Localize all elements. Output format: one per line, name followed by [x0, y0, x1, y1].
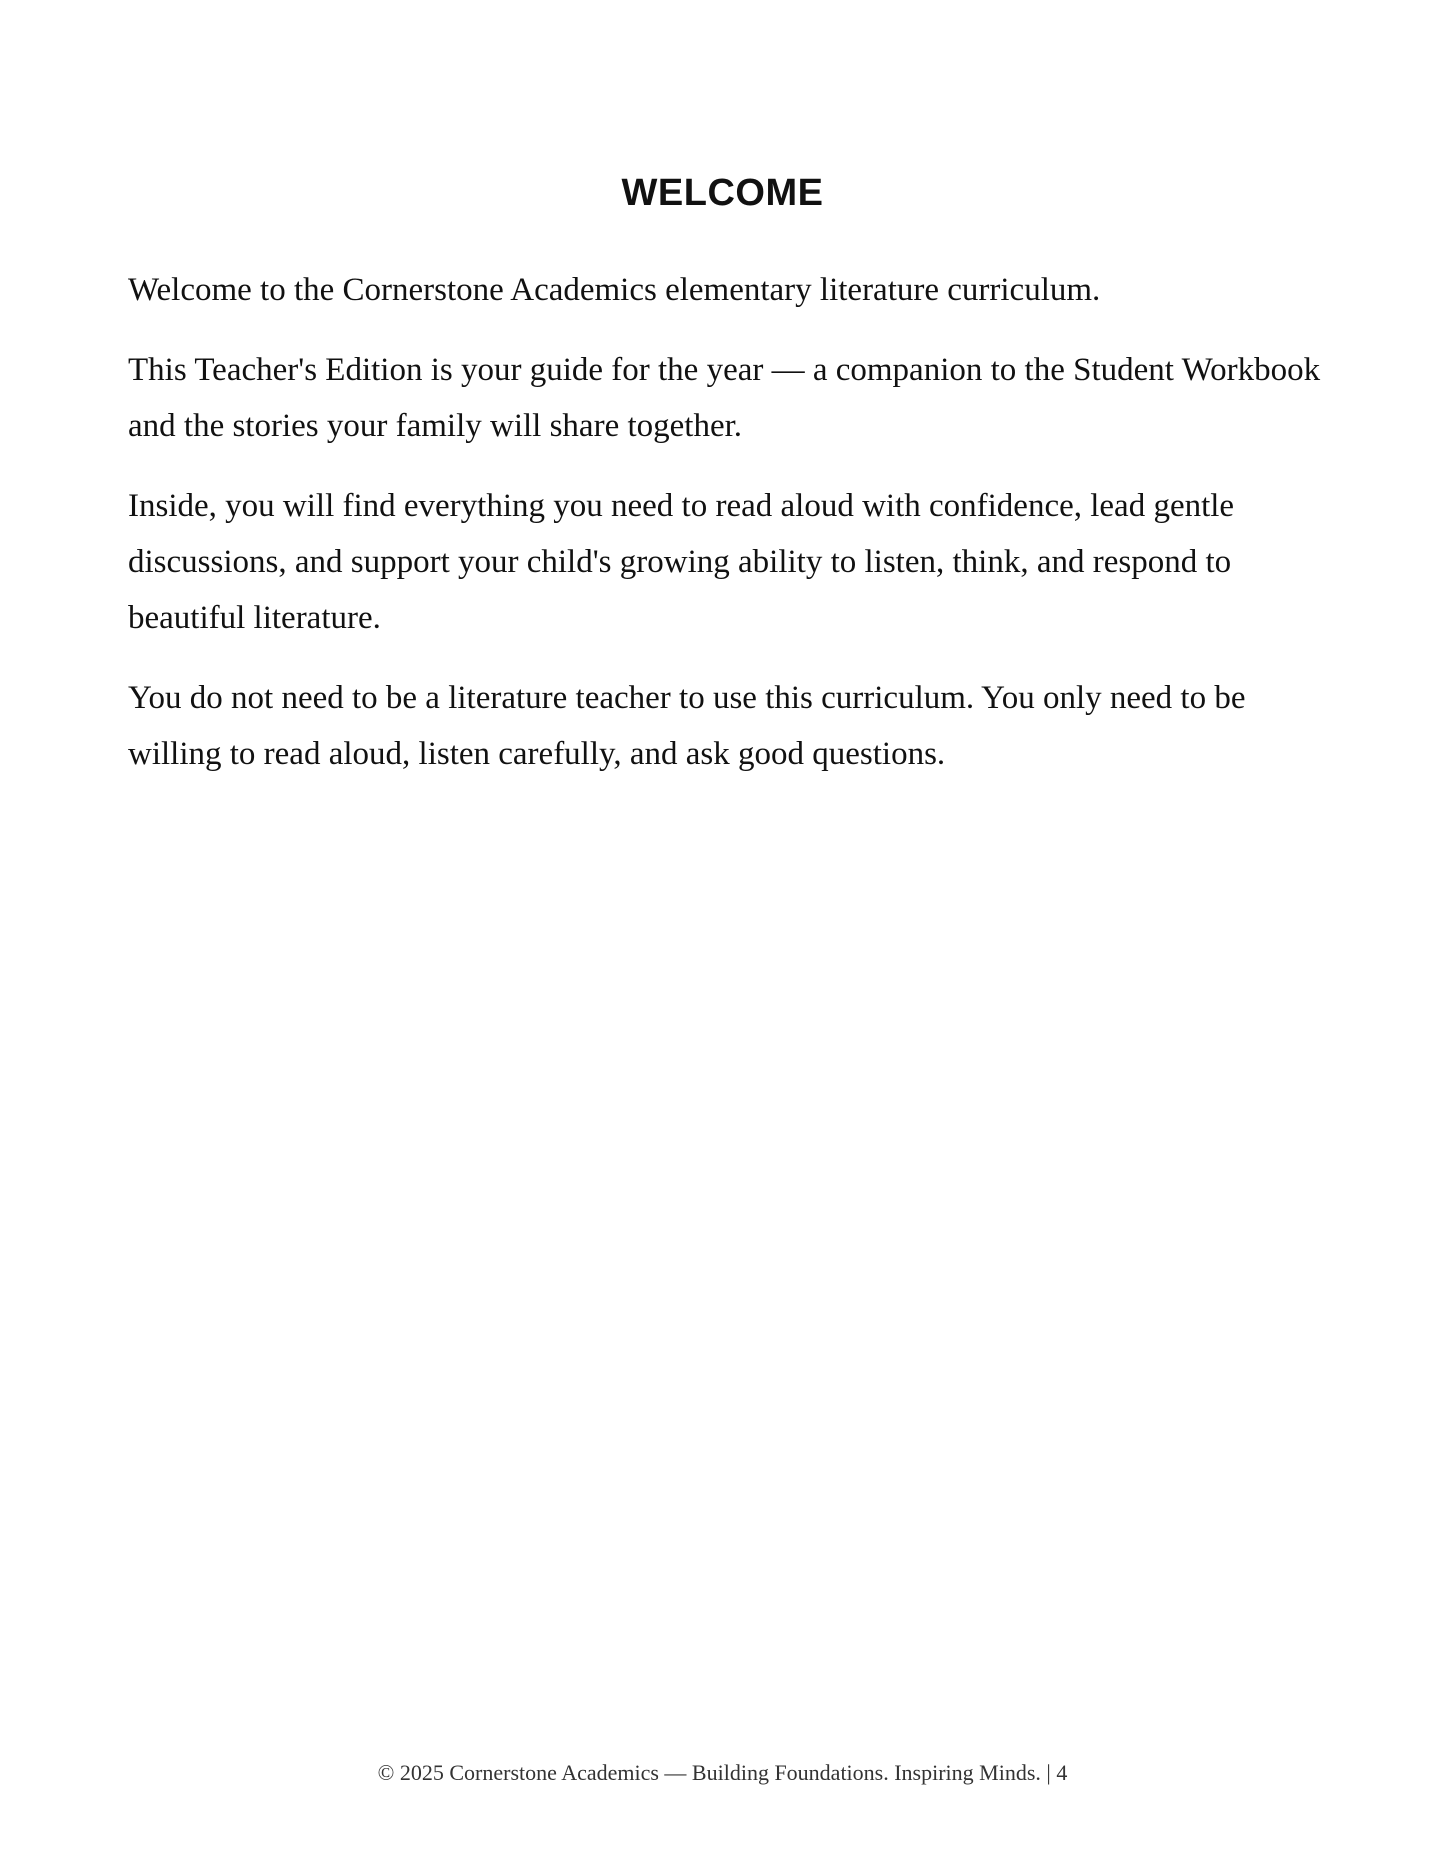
footer-separator: |	[1046, 1760, 1051, 1785]
body-text	[128, 262, 1328, 806]
page-footer	[0, 1758, 1445, 1788]
page-title: WELCOME	[621, 172, 824, 214]
footer-copyright: © 2025 Cornerstone Academics — Building Foundations. Inspiring Minds.	[377, 1760, 1041, 1785]
paragraph-no-need: You do not need to be a literature teacher to use this curriculum. You only need to be willing to read aloud, listen carefully, and ask good questions.	[128, 680, 1246, 772]
page-number: 4	[1056, 1760, 1068, 1785]
paragraph-inside: Inside, you will find everything you need to read aloud with confidence, lead gentle discussions, and support your child's growing ability to listen, think, and respond to beautiful literature.	[128, 488, 1235, 636]
paragraph-teachers-edition: This Teacher's Edition is your guide for the year — a companion to the Student Workbook and the stories your family will share together.	[128, 352, 1321, 444]
paragraph-welcome: Welcome to the Cornerstone Academics elementary literature curriculum.	[128, 272, 1101, 308]
